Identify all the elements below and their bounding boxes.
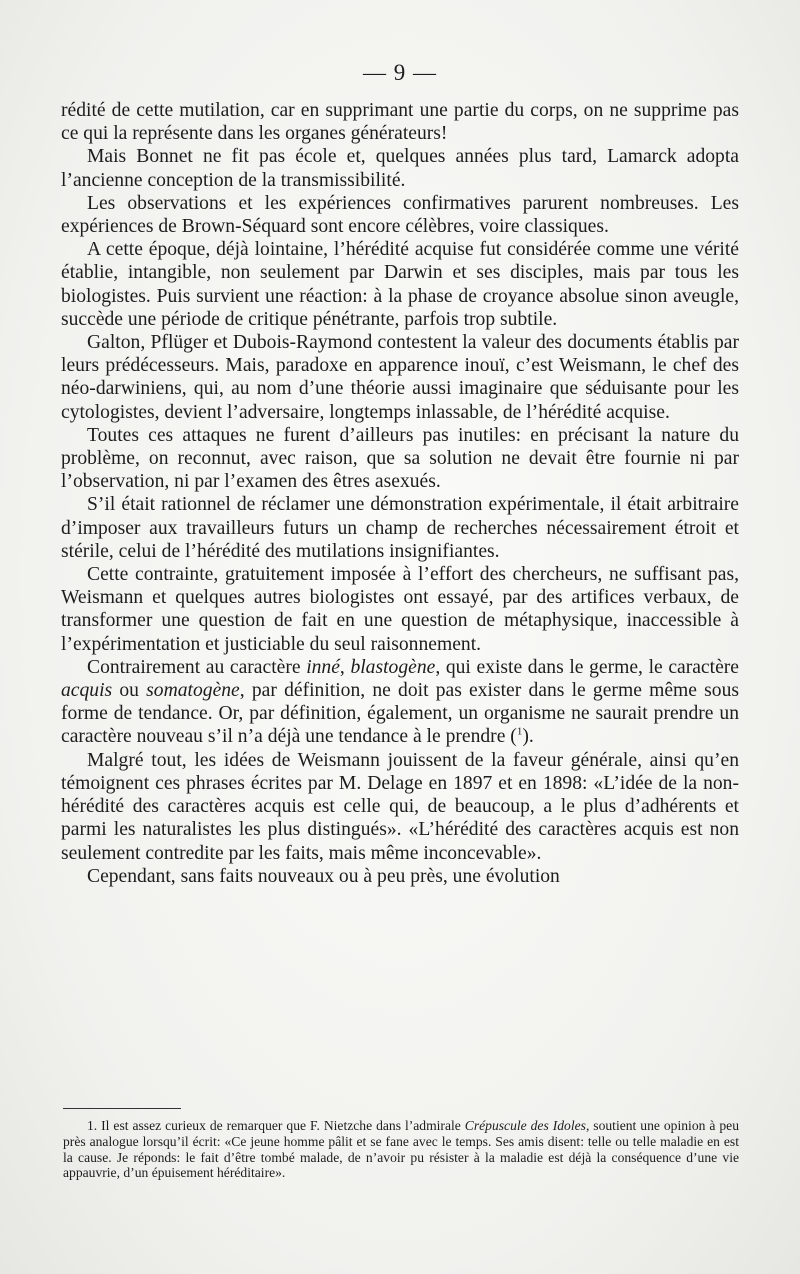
paragraph: Cependant, sans faits nouveaux ou à peu près, une évolution [87,865,560,887]
footnote [63,1118,739,1181]
paragraph: Cette contrainte, gratuitement imposée à l’effort des chercheurs, ne suffisant pas, Weismann et quelques autres biologistes ont essayé, par des artifices verbaux, de transformer une question de fait en une question de métaphysique, inaccessible à l’expérimentation et justiciable du seul raisonnement. [61,564,739,655]
paragraph: Les observations et les expériences confirmatives parurent nombreuses. Les expériences de Brown-Séquard sont encore célèbres, voire classiques. [61,192,739,238]
page-number: — 9 — [363,60,437,85]
paragraph [61,656,739,749]
italic-term: inné [306,656,340,678]
italic-title: Crépuscule des Idoles [464,1118,586,1133]
italic-term: acquis [61,680,113,702]
text-run: Contrairement au caractère [87,656,307,678]
italic-term: blastogène [350,656,436,678]
paragraph: rédité de cette mutilation, car en supprimant une partie du corps, on ne supprime pas ce qui la représente dans les organes générateurs! [61,100,739,145]
text-run: 1. Il est assez curieux de remarquer que F. Nietzche dans l’admirale [87,1118,465,1133]
text-run: , [339,656,351,678]
paragraph: Toutes ces attaques ne furent d’ailleurs pas inutiles: en précisant la nature du problème, on reconnut, avec raison, que sa solution ne devait être fournie ni par l’observation, ni par l’examen des êtres asexués. [61,424,739,493]
paragraph: S’il était rationnel de réclamer une démonstration expérimentale, il était arbitraire d’imposer aux travailleurs futurs un champ de recherches nécessairement étroit et stérile, celui de l’hérédité des mutilations insignifiantes. [61,494,739,562]
text-run: ou [112,680,147,702]
text-run: ). [522,726,534,748]
italic-term: somatogène [146,680,240,702]
body-text [61,99,739,888]
footnote-reference: 1 [516,725,523,738]
text-run: , soutient une opinion à peu près analogue lorsqu’il écrit: «Ce jeune homme pâlit et se fane avec le temps. Ses amis disent: telle ou telle maladie en est la cause. Je réponds: le fait d’être tombé malade, de n’avoir pu résister à la maladie est déjà la conséquence d’une vie appauvrie, d’un épuisement héréditaire». [63,1118,739,1181]
footnote-divider [63,1108,181,1109]
text-run: , par définition, ne doit pas exister dans le germe même sous forme de tendance. Or, par définition, également, un organisme ne saurait prendre un caractère nouveau s’il n’a déjà une tendance à le prendre ( [61,680,740,748]
text-run: , qui existe dans le germe, le caractère [435,656,739,678]
paragraph: Galton, Pflüger et Dubois-Raymond contestent la valeur des documents établis par leurs prédécesseurs. Mais, paradoxe en apparence inouï, c’est Weismann, le chef des néo-darwiniens, qui, au nom d’une théorie aussi imaginaire que séduisante pour les cytologistes, devient l’adversaire, longtemps inlassable, de l’hérédité acquise. [61,332,739,423]
paragraph: Malgré tout, les idées de Weismann jouissent de la faveur générale, ainsi qu’en témoignent ces phrases écrites par M. Delage en 1897 et en 1898: «L’idée de la non-hérédité des caractères acquis est celle qui, de beaucoup, a le plus d’adhérents et parmi les naturalistes les plus distingués». «L’hérédité des caractères acquis est non seulement contredite par les faits, mais même inconcevable». [61,749,739,864]
paragraph: Mais Bonnet ne fit pas école et, quelques années plus tard, Lamarck adopta l’ancienne conception de la transmissibilité. [61,146,739,191]
paragraph: A cette époque, déjà lointaine, l’hérédité acquise fut considérée comme une vérité établie, intangible, non seulement par Darwin et ses disciples, mais par tous les biologistes. Puis survient une réaction: à la phase de croyance absolue sinon aveugle, succède une période de critique pénétrante, parfois trop subtile. [61,239,739,330]
